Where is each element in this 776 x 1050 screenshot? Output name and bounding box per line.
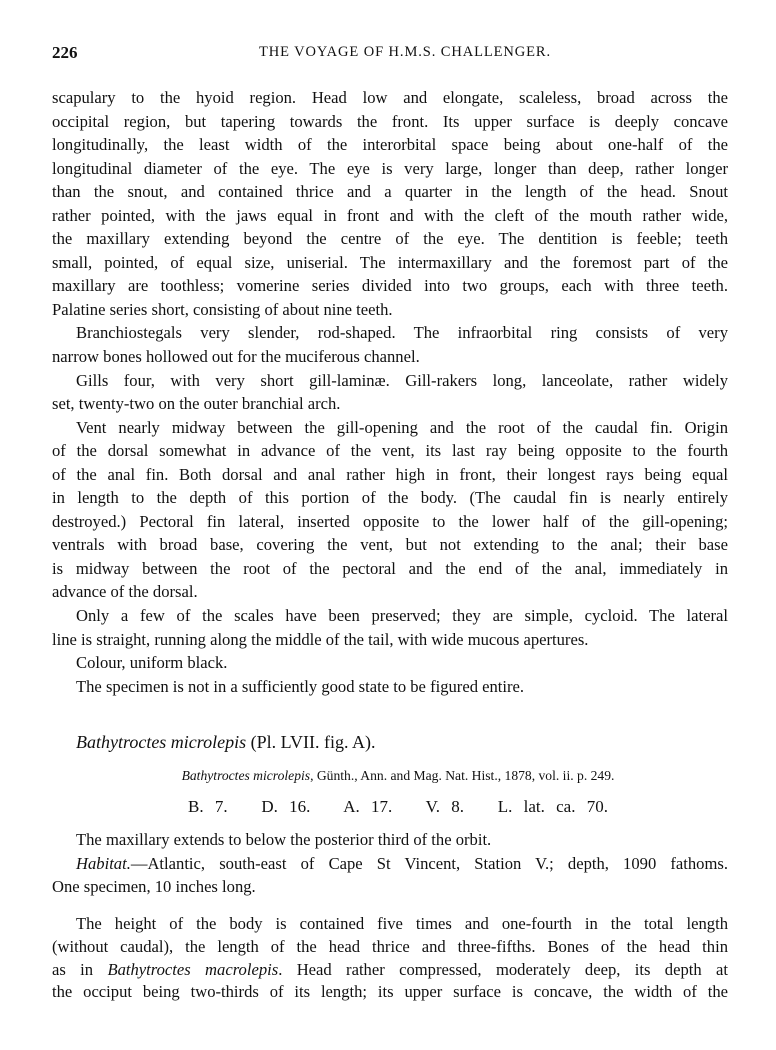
text-line: set, twenty-two on the outer branchial arch. [52,394,341,414]
text-line: The specimen is not in a sufficiently good state to be figured entire. [76,676,525,696]
text-line: longitudinally, the least width of the interorbital space being about one-half of the [52,135,728,155]
paragraph [52,416,728,604]
paragraph [52,604,728,651]
paragraph [52,913,728,1004]
text-line: the maxillary extending beyond the centre of the eye. The dentition is feeble; teeth [52,229,728,249]
text-line: of the anal fin. Both dorsal and anal rather high in front, their longest rays being equal [52,464,728,484]
text-line: destroyed.) Pectoral fin lateral, inserted opposite to the lower half of the gill-opening; [52,511,728,531]
paragraph [52,321,728,368]
paragraph [52,86,728,321]
text-line: The height of the body is contained five times and one-fourth in the total length [76,914,728,933]
text-segment: . Head rather compressed, moderately deep, its depth at [278,959,728,979]
text-line: line is straight, running along the middle of the tail, with wide mucous apertures. [52,629,589,649]
text-line [52,959,728,982]
species-citation [60,764,736,788]
text-line: advance of the dorsal. [52,582,198,602]
italic-text: Bathytroctes microlepis [76,732,247,752]
text-segment: —Atlantic, south-east of Cape St Vincent, Station V.; depth, 1090 fathoms. [130,853,728,873]
citation-line [60,764,736,788]
text-line: Colour, uniform black. [76,653,228,673]
text-line: narrow bones hollowed out for the muciferous channel. [52,347,420,367]
species-heading-line [76,731,752,755]
text-segment: (Pl. LVII. fig. A). [246,732,376,752]
text-line: scapulary to the hyoid region. Head low and elongate, scaleless, broad across the [52,88,728,107]
running-title: THE VOYAGE OF H.M.S. CHALLENGER. [259,44,551,60]
text-line: ventrals with broad base, covering the vent, but not extending to the anal; their base [52,535,728,555]
italic-text: Bathytroctes macrolepis [107,959,279,979]
text-line: than the snout, and contained thrice and a quarter in the length of the head. Snout [52,182,728,202]
paragraph [52,828,728,852]
text-line: (without caudal), the length of the head thrice and three-fifths. Bones of the head thin [52,936,728,956]
paragraph [52,852,728,899]
text-line: Palatine series short, consisting of about nine teeth. [52,299,393,319]
text-line: in length to the depth of this portion of the body. (The caudal fin is nearly entirely [52,488,728,508]
italic-text: Habitat. [76,853,131,873]
text-line: Gills four, with very short gill-laminæ. Gill-rakers long, lanceolate, rather widely [76,370,728,390]
text-segment: , Günth., Ann. and Mag. Nat. Hist., 1878, vol. ii. p. 249. [310,768,615,783]
text-line: Vent nearly midway between the gill-opening and the root of the caudal fin. Origin [76,417,728,437]
description-text [52,913,728,1004]
paragraph [52,675,728,699]
text-line: maxillary are toothless; vomerine series divided into two groups, each with three teeth. [52,276,728,296]
paragraph [52,651,728,675]
text-line: The maxillary extends to below the posterior third of the orbit. [76,830,492,849]
running-header [52,43,728,67]
text-line [52,852,728,876]
text-segment: as in [52,959,108,979]
species-heading [52,731,752,755]
text-line: Only a few of the scales have been preserved; they are simple, cycloid. The lateral [76,606,728,626]
text-line: small, pointed, of equal size, uniserial. The intermaxillary and the foremost part of the [52,252,728,272]
text-line: is midway between the root of the pectoral and the end of the anal, immediately in [52,558,728,578]
page-number: 226 [52,43,78,62]
text-line: the occiput being two-thirds of its length; its upper surface is concave, the width of the [52,982,728,1002]
habitat-text [52,828,728,899]
fin-formula-text: B. 7. D. 16. A. 17. V. 8. L. lat. ca. 70. [188,797,608,816]
text-line: Branchiostegals very slender, rod-shaped. The infraorbital ring consists of very [76,323,728,343]
text-line: longitudinal diameter of the eye. The eye is very large, longer than deep, rather longer [52,158,728,178]
text-line: rather pointed, with the jaws equal in front and with the cleft of the mouth rather wide, [52,205,728,225]
text-line: occipital region, but tapering towards the front. Its upper surface is deeply concave [52,111,728,131]
fin-formula [60,795,736,819]
italic-text: Bathytroctes microlepis [181,768,311,783]
text-line: of the dorsal somewhat in advance of the vent, its last ray being opposite to the fourth [52,441,728,461]
paragraph [52,369,728,416]
text-line: One specimen, 10 inches long. [52,877,256,897]
main-text [52,86,728,698]
